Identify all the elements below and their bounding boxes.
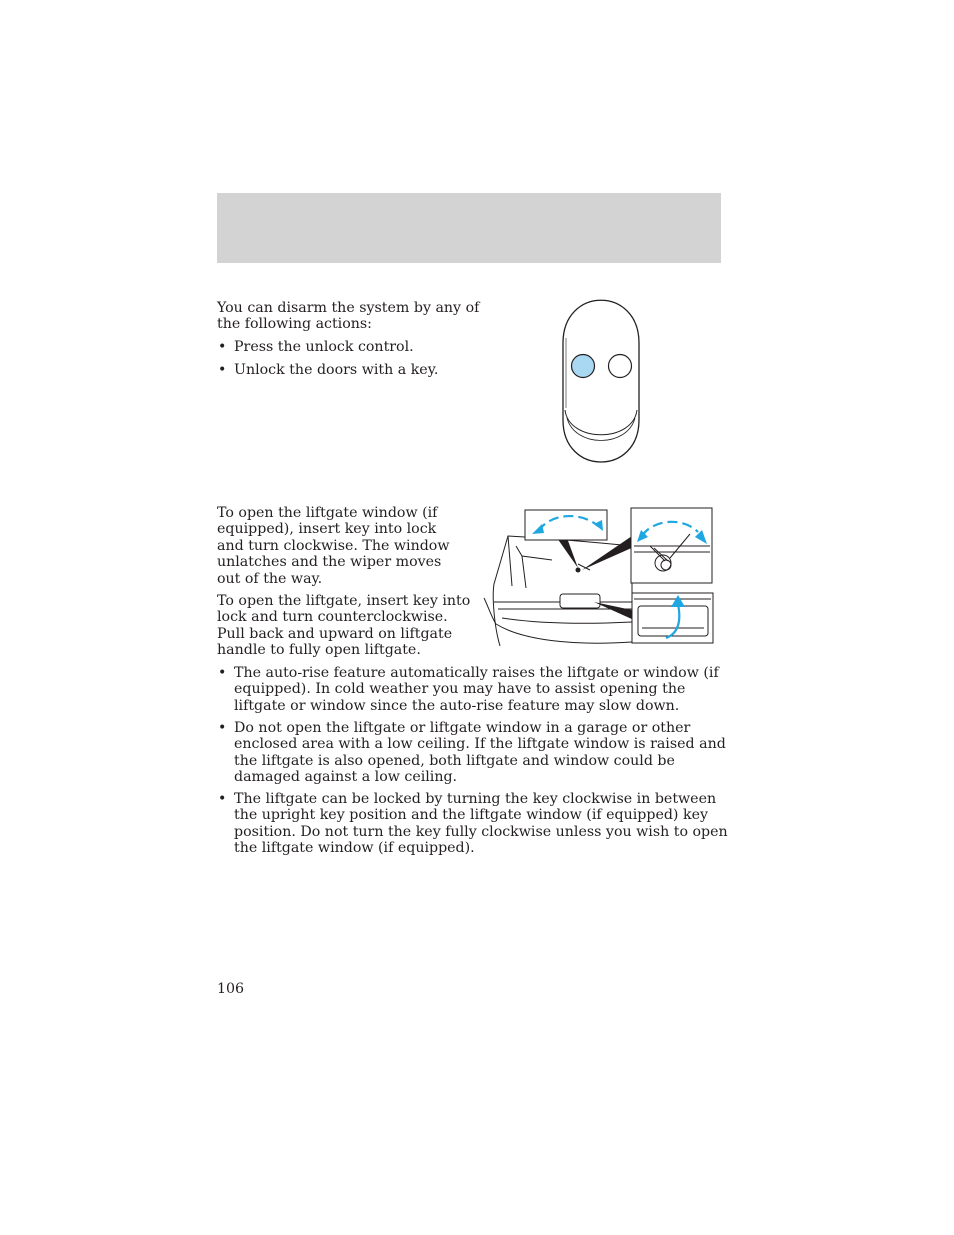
liftgate-open-text: To open the liftgate, insert key into lock and turn counterclockwise. Pull back and upward on liftgate handle to fully open liftgate. [217,593,471,659]
intro-bullet-2 [217,362,494,378]
intro-bullet-text: Unlock the doors with a key. [234,362,439,378]
liftgate-window-text: To open the liftgate window (if equipped), insert key into lock and turn clockwise. The window unlatches and the wiper moves out of the way. [217,505,450,587]
note-text: The liftgate can be locked by turning the key clockwise in between the upright key position and the liftgate window (if equipped) key position. Do not turn the key fully clockwise unless you wish to open the liftgate window (if equipped). [234,791,728,857]
note-bullet-1 [217,665,736,714]
bullet-glyph: • [218,362,227,378]
liftgate-illustration [482,506,717,651]
callout-pointer [557,538,578,568]
unlock-button-icon [572,355,595,378]
key-fob-illustration [555,298,645,470]
fob-body [563,300,639,462]
wiper-callout-box [525,510,607,540]
callout-pointer [582,536,636,570]
section-header-band [217,193,721,263]
bullet-glyph: • [218,720,227,736]
note-bullet-3 [217,791,736,857]
intro-bullet-text: Press the unlock control. [234,339,414,355]
page-number: 106 [217,981,245,997]
intro-bullet-1 [217,339,494,355]
note-text: Do not open the liftgate or liftgate window in a garage or other enclosed area with a low ceiling. If the liftgate window is raised and the liftgate is also opened, both liftgate and window could be damaged against a low ceiling. [234,720,726,786]
intro-text: You can disarm the system by any of the following actions: [217,300,480,333]
bullet-glyph: • [218,791,227,807]
liftgate-handle [560,594,600,608]
lock-button-icon [609,355,632,378]
bullet-glyph: • [218,339,227,355]
note-bullet-2 [217,720,736,786]
bullet-glyph: • [218,665,227,681]
note-text: The auto-rise feature automatically raises the liftgate or window (if equipped). In cold weather you may have to assist opening the liftgate or window since the auto-rise feature may slow down. [234,665,719,714]
